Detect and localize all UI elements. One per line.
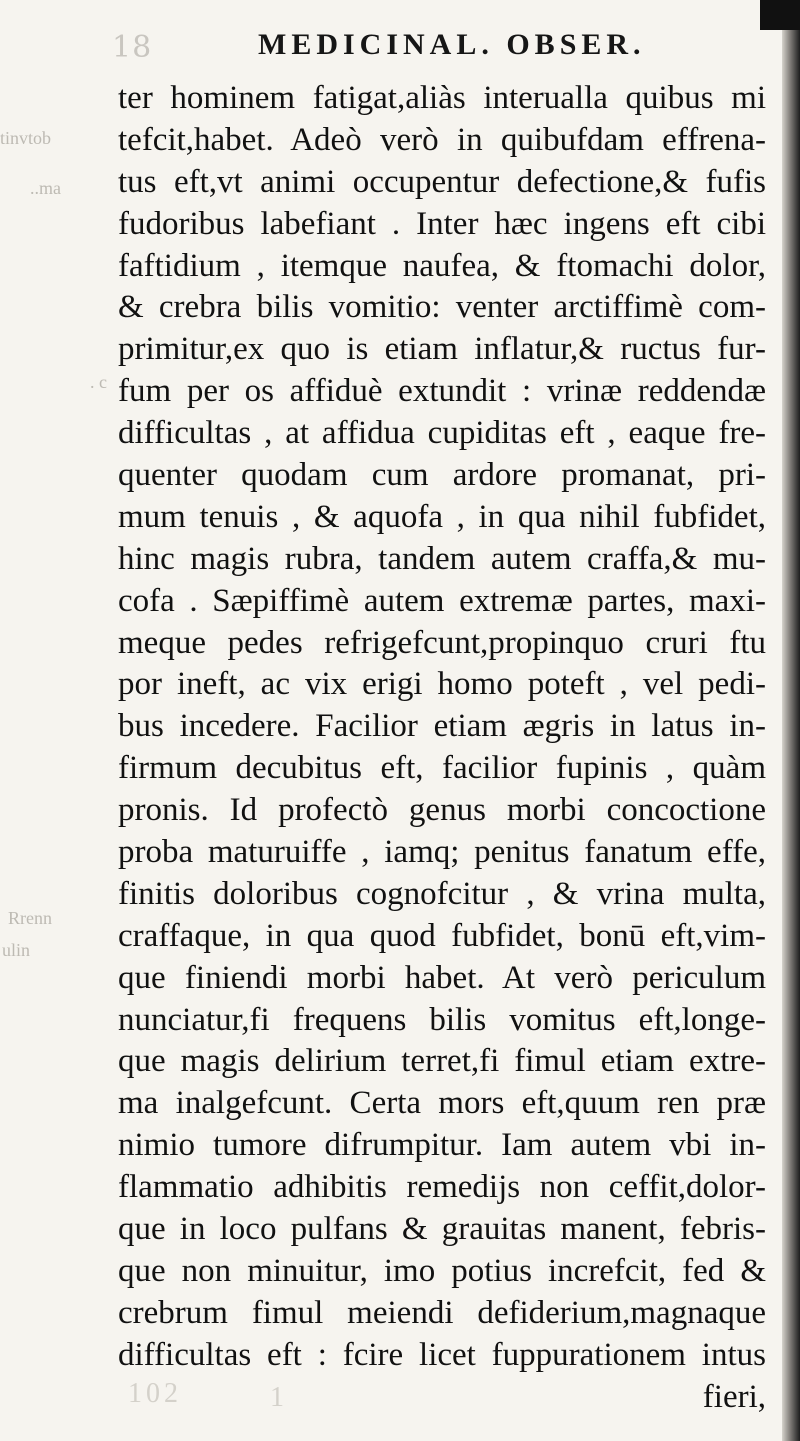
text-line: meque pedes refrigefcunt,propinquo cruri ftu [118,624,766,661]
text-line: craffaque, in qua quod fubfidet, bonū eft,vim- [118,917,766,954]
bleed-through-text: . c [90,372,107,392]
bleed-through-text: Rrenn [8,908,52,928]
bleed-through-text: ..ma [30,178,61,198]
text-line: por ineft, ac vix erigi homo poteft , vel pedi- [118,666,766,703]
text-line: que finiendi morbi habet. At verò periculum [118,959,766,996]
running-head: MEDICINAL. OBSER. [258,28,646,61]
text-line: cofa . Sæpiffimè autem extremæ partes, maxi- [118,582,766,619]
text-line: difficultas eft : fcire licet fuppurationem intus [118,1336,766,1373]
text-line: tus eft,vt animi occupentur defectione,& fufis [118,163,766,200]
book-spine-shadow [782,0,800,1441]
bleed-through-text: tinvtob [0,128,52,148]
text-line: que non minuitur, imo potius increfcit, fed & [118,1252,766,1289]
body-text [118,78,766,1419]
text-line: ter hominem fatigat,aliàs interualla quibus mi [118,80,766,116]
text-line: mum tenuis , & aquofa , in qua nihil fubfidet, [118,498,766,535]
ghost-signature: 102 [128,1378,182,1409]
page-number: 18 [112,30,153,65]
text-line: que in loco pulfans & grauitas manent, febris- [118,1211,766,1248]
text-line: fum per os affiduè extundit : vrinæ reddendæ [118,373,766,410]
text-line: primitur,ex quo is etiam inflatur,& ructus fur- [118,331,766,368]
bleed-through-text: ulin [2,940,31,960]
text-line: firmum decubitus eft, facilior fupinis , quàm [118,750,766,787]
text-line: pronis. Id profectò genus morbi concoctione [118,792,766,829]
text-line: nunciatur,fi frequens bilis vomitus eft,longe- [118,1001,766,1038]
text-line: tefcit,habet. Adeò verò in quibufdam effrena- [118,121,766,158]
text-line: finitis doloribus cognofcitur , & vrina multa, [118,875,766,912]
text-line: ma inalgefcunt. Certa mors eft,quum ren præ [118,1085,766,1122]
text-line: fudoribus labefiant . Inter hæc ingens eft cibi [118,205,766,242]
text-line: crebrum fimul meiendi defiderium,magnaque [118,1294,766,1331]
text-line: hinc magis rubra, tandem autem craffa,& mu- [118,540,766,577]
text-line: bus incedere. Facilior etiam ægris in latus in- [118,708,766,745]
text-line: que magis delirium terret,fi fimul etiam extre- [118,1043,766,1080]
text-line: flammatio adhibitis remedijs non ceffit,dolor- [118,1169,766,1206]
text-line: proba maturuiffe , iamq; penitus fanatum effe, [118,834,766,871]
text-line: faftidium , itemque naufea, & ftomachi dolor, [118,247,766,284]
ghost-mark: 1 [270,1382,284,1413]
text-line: nimio tumore difrumpitur. Iam autem vbi in- [118,1127,766,1164]
text-line: quenter quodam cum ardore promanat, pri- [118,457,766,494]
text-line: & crebra bilis vomitio: venter arctiffimè com- [118,289,766,326]
catchword-line: fieri, [702,1378,766,1415]
book-spine-top [760,0,800,30]
text-line: difficultas , at affidua cupiditas eft , eaque fre- [118,415,766,452]
